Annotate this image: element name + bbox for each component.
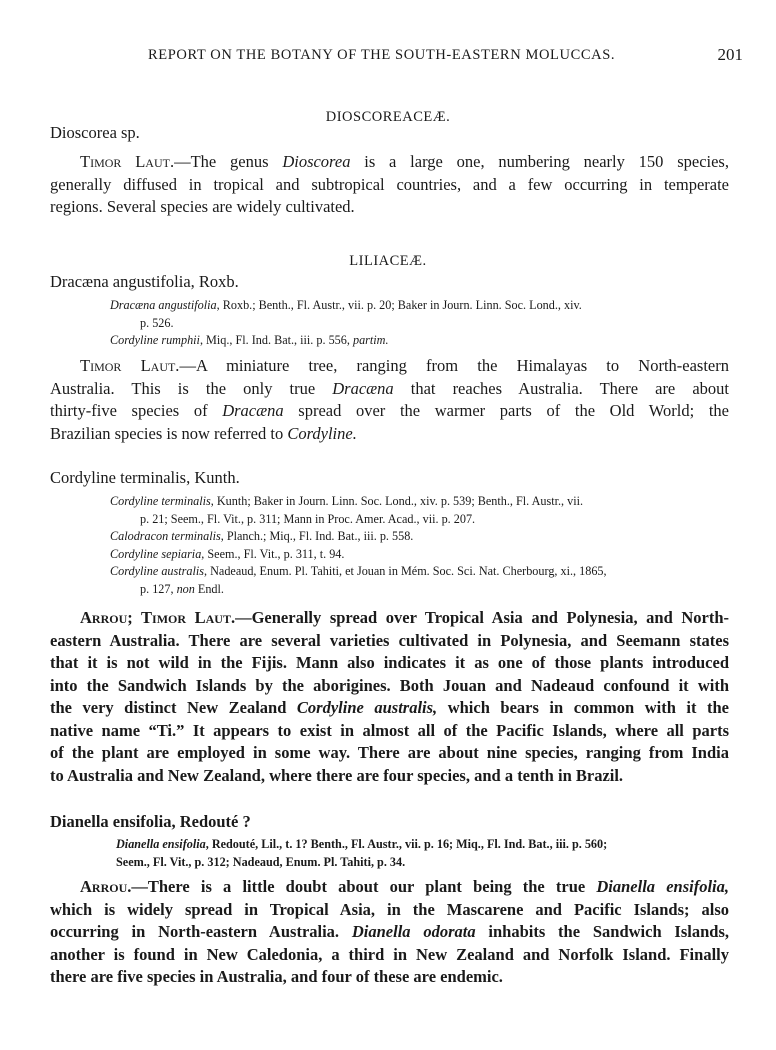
reference-line: Dianella ensifolia, Redouté, Lil., t. 1? Benth., Fl. Austr., vii. p. 16; Miq., Fl. Ind. Bat., iii. p. 560;	[116, 837, 608, 851]
family-heading-liliaceae: LILIACEÆ.	[349, 253, 427, 269]
synonymy-cordyline	[110, 493, 730, 599]
paragraph-dioscorea	[50, 151, 729, 219]
text-line: Arrou; Timor Laut.—Generally spread over Tropical Asia and Polynesia, and North-	[80, 608, 729, 627]
text-line: Australia. This is the only true Dracæna that reaches Australia. There are about	[50, 378, 729, 398]
running-head	[148, 47, 743, 64]
paragraph-dianella	[50, 876, 729, 989]
paragraph-cordyline	[50, 607, 729, 787]
text-line: Arrou.—There is a little doubt about our plant being the true Dianella ensifolia,	[80, 877, 729, 896]
text-line: regions. Several species are widely cultivated.	[50, 197, 355, 216]
text-line: native name “Ti.” It appears to exist in almost all of the Pacific Islands, where all parts	[50, 720, 729, 740]
paragraph-dracaena	[50, 355, 729, 445]
species-heading-dioscorea: Dioscorea sp.	[50, 123, 140, 142]
species-heading-dianella: Dianella ensifolia, Redouté ?	[50, 812, 251, 831]
species-heading-cordyline: Cordyline terminalis, Kunth.	[50, 468, 240, 487]
text-line: to Australia and New Zealand, where there are four species, and a tenth in Brazil.	[50, 765, 624, 785]
family-heading-dioscoreaceae: DIOSCOREACEÆ.	[325, 109, 451, 125]
text-line: Timor Laut.—A miniature tree, ranging from the Himalayas to North-eastern	[80, 356, 729, 375]
reference-line: Seem., Fl. Vit., p. 312; Nadeaud, Enum. Pl. Tahiti, p. 34.	[116, 854, 406, 869]
text-line: of the plant are employed in some way. There are about nine species, ranging from India	[50, 743, 729, 762]
text-line: thirty-five species of Dracæna spread over the warmer parts of the Old World; the	[50, 401, 729, 420]
text-line: another is found in New Caledonia, a third in New Zealand and Norfolk Island. Finally	[50, 944, 729, 964]
reference-line: Dracæna angustifolia, Roxb.; Benth., Fl. Austr., vii. p. 20; Baker in Journ. Linn. Soc. Lond., xiv.	[110, 298, 582, 312]
text-line: generally diffused in tropical and subtropical countries, and a few occurring in temperate	[50, 174, 729, 194]
text-line: occurring in North-eastern Australia. Dianella odorata inhabits the Sandwich Islands,	[50, 922, 729, 941]
text-line: that it is not wild in the Fijis. Mann also indicates it as one of those plants introduced	[50, 653, 729, 672]
page-number: 201	[717, 45, 743, 64]
text-line: eastern Australia. There are several varieties cultivated in Polynesia, and Seemann states	[50, 630, 729, 650]
reference-line: p. 127, non Endl.	[140, 581, 224, 596]
reference-line: Cordyline sepiaria, Seem., Fl. Vit., p. 311, t. 94.	[110, 546, 345, 561]
reference-line: Cordyline rumphii, Miq., Fl. Ind. Bat., iii. p. 556, partim.	[110, 333, 389, 348]
text-line: Timor Laut.—The genus Dioscorea is a large one, numbering nearly 150 species,	[80, 152, 729, 171]
reference-line: Cordyline terminalis, Kunth; Baker in Journ. Linn. Soc. Lond., xiv. p. 539; Benth., Fl. Austr., vii.	[110, 494, 584, 508]
locality: Timor Laut.	[80, 152, 175, 171]
reference-line: Cordyline australis, Nadeaud, Enum. Pl. Tahiti, et Jouan in Mém. Soc. Sci. Nat. Cherbourg, xi., 1865,	[110, 564, 607, 579]
text-line: which is widely spread in Tropical Asia, in the Mascarene and Pacific Islands; also	[50, 899, 729, 919]
text-line: there are five species in Australia, and four of these are endemic.	[50, 967, 503, 986]
text-line: the very distinct New Zealand Cordyline australis, which bears in common with it the	[50, 698, 729, 717]
running-title: REPORT ON THE BOTANY OF THE SOUTH-EASTERN MOLUCCAS.	[148, 47, 616, 63]
synonymy-dianella	[116, 836, 730, 871]
species-heading-dracaena: Dracæna angustifolia, Roxb.	[50, 272, 239, 291]
synonymy-dracaena	[110, 297, 730, 350]
text-line: Brazilian species is now referred to Cordyline.	[50, 423, 357, 443]
text-line: into the Sandwich Islands by the aborigines. Both Jouan and Nadeaud confound it with	[50, 675, 729, 695]
reference-line: p. 526.	[140, 315, 174, 330]
reference-line: p. 21; Seem., Fl. Vit., p. 311; Mann in Proc. Amer. Acad., vii. p. 207.	[140, 511, 476, 526]
reference-line: Calodracon terminalis, Planch.; Miq., Fl. Ind. Bat., iii. p. 558.	[110, 529, 414, 544]
